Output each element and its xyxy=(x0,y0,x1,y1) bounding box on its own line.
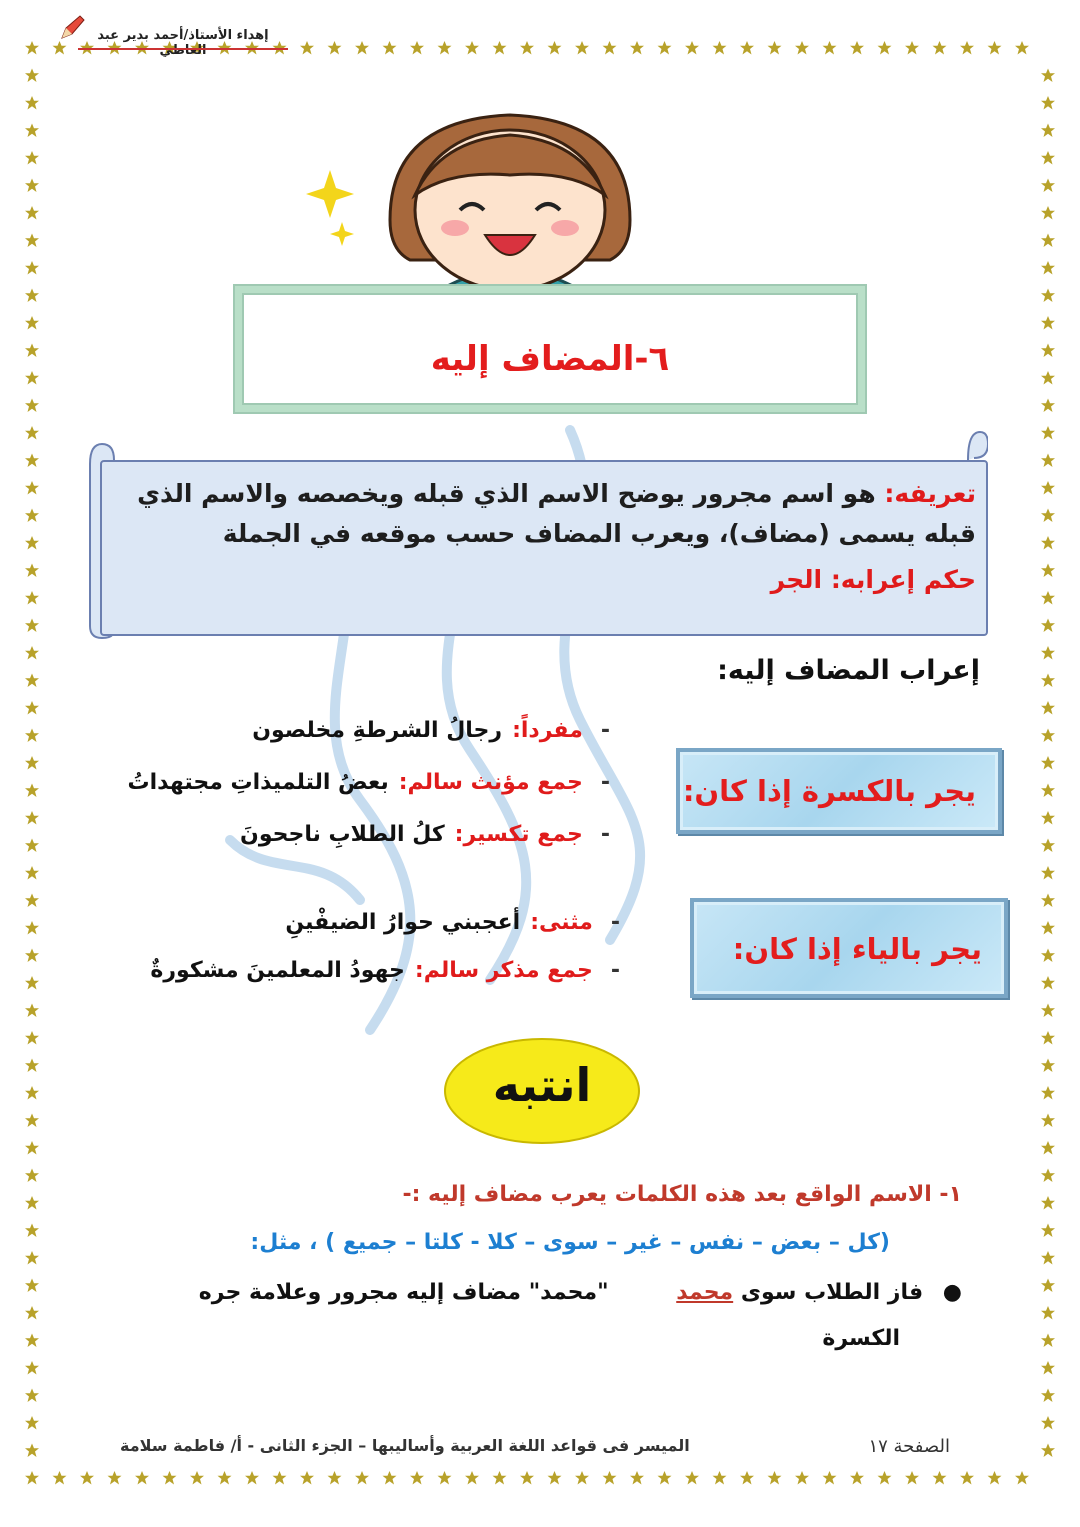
border-star-icon xyxy=(988,41,1002,55)
border-star-icon xyxy=(25,756,39,770)
border-star-icon xyxy=(25,316,39,330)
border-star-icon xyxy=(1041,426,1055,440)
border-star-icon xyxy=(1041,289,1055,303)
border-star-icon xyxy=(1041,1169,1055,1183)
border-star-icon xyxy=(520,1471,534,1485)
border-star-icon xyxy=(1041,1086,1055,1100)
border-star-icon xyxy=(438,41,452,55)
border-star-icon xyxy=(1041,124,1055,138)
attention-badge xyxy=(444,1038,640,1144)
border-star-icon xyxy=(988,1471,1002,1485)
definition-line-2: قبله يسمى (مضاف)، ويعرب المضاف حسب موقعه في الجملة xyxy=(222,519,976,548)
border-star-icon xyxy=(53,41,67,55)
border-star-icon xyxy=(603,1471,617,1485)
ruling-value: الجر xyxy=(770,565,823,594)
border-star-icon xyxy=(878,41,892,55)
border-star-icon xyxy=(25,1251,39,1265)
border-star-icon xyxy=(933,1471,947,1485)
border-star-icon xyxy=(878,1471,892,1485)
bullet-dot-icon: ● xyxy=(942,1280,962,1305)
yaa-example-1: -مثنى:أعجبني حوارُ الضيفْينِ xyxy=(285,910,620,935)
border-star-icon xyxy=(25,1004,39,1018)
definition-label: تعريفه: xyxy=(884,479,976,508)
border-star-icon xyxy=(25,949,39,963)
border-star-icon xyxy=(25,811,39,825)
border-star-icon xyxy=(25,344,39,358)
page-title: ٦-المضاف إليه xyxy=(430,339,670,379)
border-star-icon xyxy=(355,41,369,55)
border-star-icon xyxy=(1015,1471,1029,1485)
title-frame xyxy=(235,286,865,412)
border-star-icon xyxy=(795,41,809,55)
border-star-icon xyxy=(1041,1334,1055,1348)
border-star-icon xyxy=(1041,976,1055,990)
border-star-icon xyxy=(25,69,39,83)
definition-box xyxy=(100,460,988,636)
border-star-icon xyxy=(25,1471,39,1485)
border-star-icon xyxy=(905,41,919,55)
border-star-icon xyxy=(1041,1141,1055,1155)
border-star-icon xyxy=(740,1471,754,1485)
border-star-icon xyxy=(25,151,39,165)
dedication-underline xyxy=(78,48,288,50)
border-star-icon xyxy=(25,96,39,110)
border-star-icon xyxy=(25,729,39,743)
border-star-icon xyxy=(25,894,39,908)
border-star-icon xyxy=(1041,261,1055,275)
border-star-icon xyxy=(25,1389,39,1403)
border-star-icon xyxy=(1041,1224,1055,1238)
attention-badge-text: انتبه xyxy=(492,1058,592,1112)
definition-scroll xyxy=(88,430,988,640)
border-star-icon xyxy=(1041,179,1055,193)
border-star-icon xyxy=(493,41,507,55)
border-star-icon xyxy=(685,41,699,55)
border-star-icon xyxy=(25,921,39,935)
border-star-icon xyxy=(25,234,39,248)
border-star-icon xyxy=(1041,536,1055,550)
border-star-icon xyxy=(1041,1279,1055,1293)
border-star-icon xyxy=(1041,151,1055,165)
border-star-icon xyxy=(25,124,39,138)
yaa-tile xyxy=(690,898,1008,998)
border-star-icon xyxy=(25,1444,39,1458)
border-star-icon xyxy=(1041,1114,1055,1128)
border-star-icon xyxy=(108,1471,122,1485)
border-star-icon xyxy=(25,866,39,880)
border-star-icon xyxy=(1041,454,1055,468)
border-star-icon xyxy=(1041,371,1055,385)
kasra-example-3: -جمع تكسير:كلُ الطلابِ ناجحونَ xyxy=(240,822,610,847)
border-star-icon xyxy=(25,1031,39,1045)
border-star-icon xyxy=(1041,729,1055,743)
kasra-tile xyxy=(676,748,1002,834)
border-star-icon xyxy=(1041,921,1055,935)
definition-line-1 xyxy=(126,476,976,511)
border-star-icon xyxy=(53,1471,67,1485)
border-star-icon xyxy=(25,179,39,193)
border-star-icon xyxy=(850,41,864,55)
border-star-icon xyxy=(1041,1004,1055,1018)
border-star-icon xyxy=(1041,1389,1055,1403)
border-star-icon xyxy=(1041,344,1055,358)
border-star-icon xyxy=(1041,784,1055,798)
kasra-tile-text: يجر بالكسرة إذا كان: xyxy=(682,774,976,808)
border-star-icon xyxy=(25,564,39,578)
border-star-icon xyxy=(25,1169,39,1183)
border-star-icon xyxy=(273,1471,287,1485)
border-star-icon xyxy=(548,1471,562,1485)
cartoon-girl-illustration xyxy=(280,100,740,315)
words-list: (كل – بعض – نفس – غير – سوى – كلا - كلتا – جميع ) ، مثل: xyxy=(250,1230,890,1255)
border-star-icon xyxy=(1041,1059,1055,1073)
border-star-icon xyxy=(410,1471,424,1485)
ruling-label: حكم إعرابه: xyxy=(830,565,976,594)
border-star-icon xyxy=(80,1471,94,1485)
border-star-icon xyxy=(823,41,837,55)
border-star-icon xyxy=(1041,481,1055,495)
border-star-icon xyxy=(1041,619,1055,633)
border-star-icon xyxy=(465,41,479,55)
border-star-icon xyxy=(1015,41,1029,55)
border-star-icon xyxy=(25,1224,39,1238)
border-star-icon xyxy=(25,839,39,853)
page-number: الصفحة ١٧ xyxy=(868,1436,950,1457)
border-star-icon xyxy=(25,591,39,605)
border-star-icon xyxy=(25,1196,39,1210)
border-star-icon xyxy=(713,1471,727,1485)
border-star-icon xyxy=(25,206,39,220)
border-star-icon xyxy=(823,1471,837,1485)
border-star-icon xyxy=(383,1471,397,1485)
border-star-icon xyxy=(1041,1031,1055,1045)
book-credit: الميسر فى قواعد اللغة العربية وأساليبها – الجزء الثانى - أ/ فاطمة سلامة xyxy=(120,1436,690,1455)
border-star-icon xyxy=(768,41,782,55)
border-star-icon xyxy=(1041,949,1055,963)
border-star-icon xyxy=(575,41,589,55)
example-bullet xyxy=(199,1280,962,1305)
border-star-icon xyxy=(328,1471,342,1485)
border-star-icon xyxy=(1041,1416,1055,1430)
yaa-tile-text: يجر بالياء إذا كان: xyxy=(732,932,982,966)
border-star-icon xyxy=(493,1471,507,1485)
border-star-icon xyxy=(438,1471,452,1485)
border-star-icon xyxy=(25,481,39,495)
border-star-icon xyxy=(1041,756,1055,770)
example-end: الكسرة xyxy=(822,1326,900,1351)
border-star-icon xyxy=(245,1471,259,1485)
border-star-icon xyxy=(25,289,39,303)
yaa-example-2: -جمع مذكر سالم:جهودُ المعلمينَ مشكورةٌ xyxy=(150,958,620,983)
dedication-text: إهداء الأستاذ/أحمد بدير عبد العاطي xyxy=(97,28,269,58)
border-star-icon xyxy=(190,1471,204,1485)
border-star-icon xyxy=(1041,701,1055,715)
kasra-example-1: -مفرداً:رجالُ الشرطةِ مخلصون xyxy=(252,718,610,743)
border-star-icon xyxy=(300,1471,314,1485)
border-star-icon xyxy=(25,1334,39,1348)
example-word: محمد xyxy=(676,1280,734,1305)
border-star-icon xyxy=(795,1471,809,1485)
border-star-icon xyxy=(933,41,947,55)
border-star-icon xyxy=(25,1059,39,1073)
border-star-icon xyxy=(685,1471,699,1485)
border-star-icon xyxy=(328,41,342,55)
border-star-icon xyxy=(25,619,39,633)
border-star-icon xyxy=(25,536,39,550)
border-star-icon xyxy=(25,509,39,523)
border-star-icon xyxy=(25,454,39,468)
border-star-icon xyxy=(355,1471,369,1485)
border-star-icon xyxy=(1041,591,1055,605)
ruling-line xyxy=(126,562,976,597)
border-star-icon xyxy=(1041,234,1055,248)
section-heading: إعراب المضاف إليه: xyxy=(717,655,980,686)
border-star-icon xyxy=(1041,1251,1055,1265)
border-star-icon xyxy=(25,261,39,275)
border-star-icon xyxy=(575,1471,589,1485)
dedication-header xyxy=(78,12,288,58)
border-star-icon xyxy=(25,646,39,660)
border-star-icon xyxy=(960,41,974,55)
border-star-icon xyxy=(1041,69,1055,83)
border-star-icon xyxy=(603,41,617,55)
border-star-icon xyxy=(1041,894,1055,908)
border-star-icon xyxy=(25,1306,39,1320)
border-star-icon xyxy=(410,41,424,55)
border-star-icon xyxy=(1041,564,1055,578)
border-star-icon xyxy=(25,1114,39,1128)
border-star-icon xyxy=(25,426,39,440)
example-sentence: فاز الطلاب سوى xyxy=(733,1280,924,1305)
border-star-icon xyxy=(1041,646,1055,660)
border-star-icon xyxy=(25,674,39,688)
border-star-icon xyxy=(713,41,727,55)
border-star-icon xyxy=(905,1471,919,1485)
border-star-icon xyxy=(960,1471,974,1485)
border-star-icon xyxy=(548,41,562,55)
border-star-icon xyxy=(25,41,39,55)
border-star-icon xyxy=(1041,839,1055,853)
border-star-icon xyxy=(383,41,397,55)
border-star-icon xyxy=(1041,674,1055,688)
border-star-icon xyxy=(25,1141,39,1155)
border-star-icon xyxy=(25,371,39,385)
border-star-icon xyxy=(1041,1196,1055,1210)
border-star-icon xyxy=(300,41,314,55)
border-star-icon xyxy=(1041,811,1055,825)
border-star-icon xyxy=(740,41,754,55)
border-star-icon xyxy=(658,1471,672,1485)
border-star-icon xyxy=(25,1086,39,1100)
border-star-icon xyxy=(25,784,39,798)
kasra-example-2: -جمع مؤنث سالم:بعضُ التلميذاتِ مجتهداتُ xyxy=(127,770,610,795)
border-star-icon xyxy=(1041,316,1055,330)
border-star-icon xyxy=(1041,509,1055,523)
border-star-icon xyxy=(218,1471,232,1485)
border-star-icon xyxy=(1041,96,1055,110)
border-star-icon xyxy=(658,41,672,55)
border-star-icon xyxy=(630,1471,644,1485)
border-star-icon xyxy=(163,1471,177,1485)
border-star-icon xyxy=(25,976,39,990)
border-star-icon xyxy=(1041,1361,1055,1375)
border-star-icon xyxy=(1041,1444,1055,1458)
border-star-icon xyxy=(465,1471,479,1485)
border-star-icon xyxy=(25,399,39,413)
border-star-icon xyxy=(520,41,534,55)
border-star-icon xyxy=(135,1471,149,1485)
border-star-icon xyxy=(25,1279,39,1293)
border-star-icon xyxy=(25,701,39,715)
definition-text-1: هو اسم مجرور يوضح الاسم الذي قبله ويخصصه والاسم الذي xyxy=(137,479,876,508)
border-star-icon xyxy=(1041,399,1055,413)
border-star-icon xyxy=(630,41,644,55)
border-star-icon xyxy=(25,1361,39,1375)
border-star-icon xyxy=(25,1416,39,1430)
border-star-icon xyxy=(1041,866,1055,880)
border-star-icon xyxy=(768,1471,782,1485)
border-star-icon xyxy=(850,1471,864,1485)
border-star-icon xyxy=(1041,1306,1055,1320)
border-star-icon xyxy=(1041,206,1055,220)
rule-note: ١- الاسم الواقع بعد هذه الكلمات يعرب مضاف إليه :- xyxy=(402,1182,962,1207)
example-explanation: "محمد" مضاف إليه مجرور وعلامة جره xyxy=(198,1280,609,1305)
